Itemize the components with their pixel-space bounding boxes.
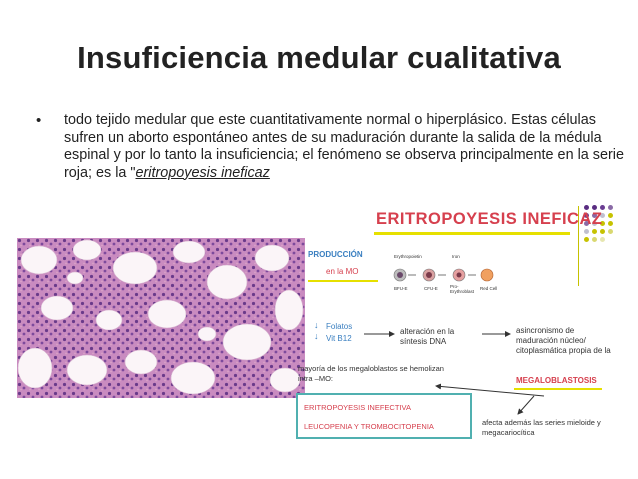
down-arrow-icon: ↓ [314, 320, 319, 330]
bfu-e-label: BFU-E [394, 286, 408, 291]
bone-marrow-micrograph [17, 238, 305, 398]
bullet-text-emphasis: eritropoyesis ineficaz [135, 164, 270, 181]
result-box [296, 393, 472, 439]
down-arrow-icon-2: ↓ [314, 331, 319, 341]
erythropoietin-label: Erythropoietin [394, 254, 422, 259]
folatos-label: Folatos [326, 322, 353, 331]
slide-title: Insuficiencia medular cualitativa [77, 40, 561, 75]
eritropoyesis-inefectiva-label: ERITROPOYESIS INEFECTIVA [304, 403, 411, 412]
vit-b12-label: Vit B12 [326, 334, 352, 343]
bullet-text-main: todo tejido medular que este cuantitativamente normal o hiperplásico. Estas células sufren un aborto espontáneo antes de su maduración durante la salida de la médula espinal y por lo tanto la insuficiencia; el fenómeno se observa principalmente en la serie roja; es la " [64, 112, 624, 181]
leucopenia-trombocitopenia-label: LEUCOPENIA Y TROMBOCITOPENIA [304, 422, 434, 431]
proerythroblast-label: Pro-Erythroblast [450, 284, 475, 294]
megaloblastosis-underline [514, 388, 602, 390]
diagram-title: ERITROPOYESIS INEFICAZ [376, 210, 603, 228]
produccion-label: PRODUCCIÓN [308, 250, 363, 259]
en-la-mo-label: en la MO [326, 267, 359, 276]
cfu-e-label: CFU-E [424, 286, 438, 291]
iron-label: Iron [452, 254, 460, 259]
mayoria-label: mayoría de los megaloblastos se hemolizan intra –MO: [298, 364, 444, 383]
afecta-label: afecta además las series mieloide y megacariocítica [482, 418, 601, 437]
alteracion-label: alteración en la síntesis DNA [400, 327, 455, 346]
megaloblastosis-label: MEGALOBLASTOSIS [516, 376, 597, 385]
asincronismo-label: asincronismo de maduración núcleo/ citoplasmática propia de la [516, 326, 611, 355]
bullet-text [64, 112, 624, 182]
diagram [286, 200, 626, 460]
red-cell-label: Red Cell [480, 286, 498, 291]
bullet-symbol: • [36, 112, 42, 129]
